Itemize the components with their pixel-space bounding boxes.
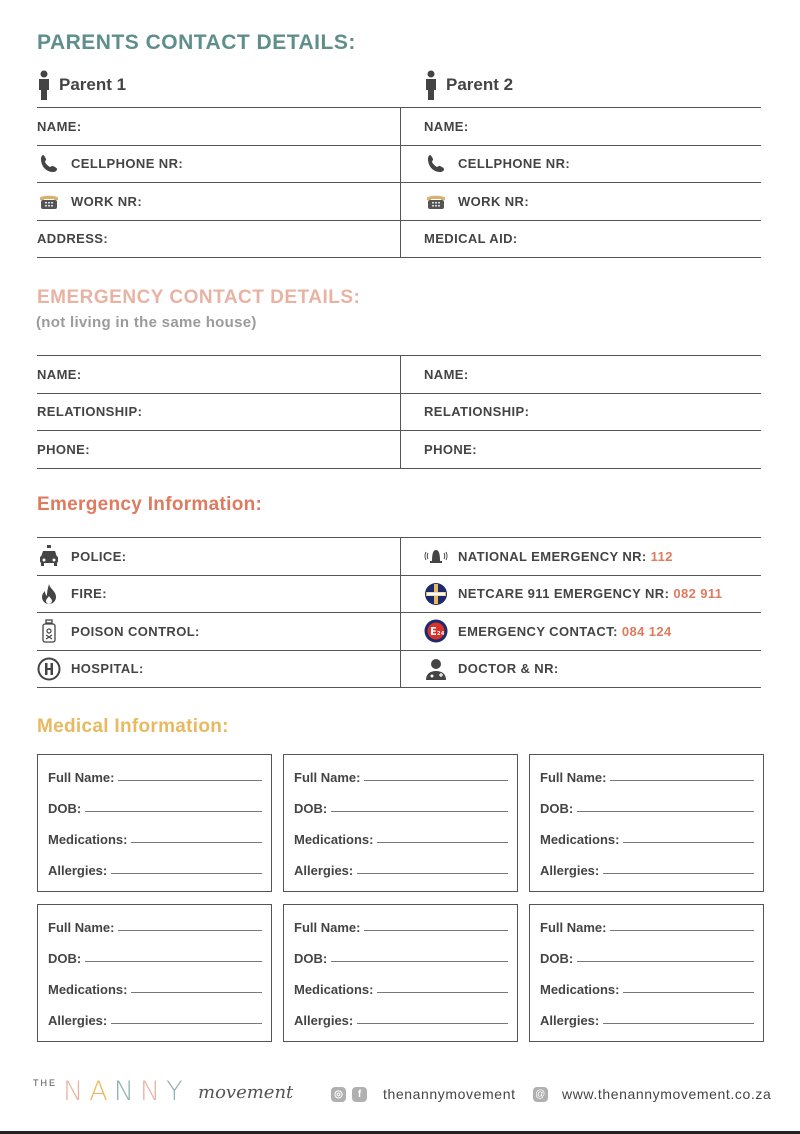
medical-info-heading: Medical Information:: [37, 716, 229, 737]
medical-field-label: Allergies:: [48, 863, 108, 878]
person-icon: [37, 70, 51, 100]
logo-letter: Y: [166, 1076, 189, 1107]
medical-field-dob[interactable]: [294, 785, 508, 816]
parent-1-heading: [37, 70, 126, 100]
doctor-field[interactable]: DOCTOR & NR:: [400, 651, 761, 688]
medical-card: [37, 904, 272, 1042]
emergency-1-name-field[interactable]: NAME:: [37, 366, 82, 382]
table-row: [37, 183, 761, 221]
emergency-2-name-field[interactable]: NAME:: [400, 356, 761, 393]
medical-field-medications[interactable]: [540, 816, 754, 847]
hospital-field[interactable]: HOSPITAL:: [37, 651, 400, 688]
fill-in-line[interactable]: [85, 961, 262, 962]
table-row: [37, 651, 761, 689]
medical-field-medications[interactable]: [48, 966, 262, 997]
parent-1-label: Parent 1: [59, 75, 127, 94]
medical-field-allergies[interactable]: [48, 997, 262, 1028]
medical-field-label: Full Name:: [540, 920, 607, 935]
national-emergency-field[interactable]: NATIONAL EMERGENCY NR: 112: [400, 538, 761, 575]
poison-bottle-icon: [37, 619, 61, 643]
logo-letter: N: [113, 1076, 140, 1107]
medical-field-label: DOB:: [294, 951, 328, 966]
emergency-contact-grid: [37, 355, 761, 469]
logo-letter: N: [63, 1076, 90, 1107]
parent-2-heading: [424, 70, 513, 100]
medical-field-label: Full Name:: [48, 770, 115, 785]
parents-grid: [37, 107, 761, 258]
medical-field-label: Allergies:: [540, 863, 600, 878]
parent-2-cellphone-field[interactable]: CELLPHONE NR:: [400, 146, 761, 183]
police-field[interactable]: POLICE:: [37, 538, 400, 575]
netcare-911-field[interactable]: NETCARE 911 EMERGENCY NR: 082 911: [400, 576, 761, 613]
table-row: [37, 394, 761, 432]
er24-logo-icon: [424, 619, 448, 643]
medical-field-label: DOB:: [294, 801, 328, 816]
medical-field-label: Medications:: [540, 832, 620, 847]
desk-phone-icon: [37, 189, 61, 213]
fill-in-line[interactable]: [364, 930, 508, 931]
medical-field-allergies[interactable]: [540, 847, 754, 878]
fill-in-line[interactable]: [623, 992, 754, 993]
medical-field-allergies[interactable]: [540, 997, 754, 1028]
medical-field-medications[interactable]: [540, 966, 754, 997]
medical-field-label: DOB:: [48, 801, 82, 816]
parent-2-medical-aid-field[interactable]: MEDICAL AID:: [400, 221, 761, 258]
netcare-logo-icon: [424, 582, 448, 606]
svg-text:24: 24: [437, 631, 445, 638]
fill-in-line[interactable]: [331, 961, 508, 962]
medical-field-dob[interactable]: [48, 785, 262, 816]
medical-field-label: DOB:: [48, 951, 82, 966]
parent-1-cellphone-field[interactable]: CELLPHONE NR:: [37, 146, 400, 183]
netcare-911-number: 082 911: [673, 586, 723, 602]
footer: THE NANNY movement ◎ f thenannymovement @ www.thenannymovement.co.za: [33, 1076, 772, 1107]
medical-card: [529, 754, 764, 892]
desk-phone-icon: [424, 189, 448, 213]
parents-heading: PARENTS CONTACT DETAILS:: [37, 31, 356, 54]
table-row: [37, 146, 761, 184]
medical-field-medications[interactable]: [294, 966, 508, 997]
facebook-icon[interactable]: f: [352, 1087, 367, 1102]
medical-field-label: Full Name:: [294, 920, 361, 935]
emergency-info-grid: [37, 537, 761, 688]
medical-field-full-name[interactable]: [540, 767, 754, 785]
poison-control-field[interactable]: POISON CONTROL:: [37, 613, 400, 650]
emergency-2-phone-field[interactable]: PHONE:: [400, 431, 761, 468]
person-icon: [424, 70, 438, 100]
medical-card: [283, 904, 518, 1042]
emergency-2-relationship-field[interactable]: RELATIONSHIP:: [400, 394, 761, 431]
fill-in-line[interactable]: [577, 961, 754, 962]
parent-2-work-field[interactable]: WORK NR:: [400, 183, 761, 220]
medical-field-full-name[interactable]: [294, 767, 508, 785]
fill-in-line[interactable]: [131, 842, 262, 843]
parent-2-name-field[interactable]: NAME:: [400, 108, 761, 145]
table-row: [37, 431, 761, 469]
national-emergency-number: 112: [650, 548, 673, 564]
website-link[interactable]: www.thenannymovement.co.za: [562, 1086, 772, 1102]
medical-field-label: Allergies:: [294, 1013, 354, 1028]
emergency-info-heading: Emergency Information:: [37, 494, 263, 515]
doctor-icon: [424, 657, 448, 681]
medical-field-dob[interactable]: [540, 785, 754, 816]
medical-field-full-name[interactable]: [48, 767, 262, 785]
fill-in-line[interactable]: [377, 992, 508, 993]
parent-1-address-field[interactable]: ADDRESS:: [37, 231, 109, 247]
medical-field-label: Full Name:: [294, 770, 361, 785]
emergency-1-phone-field[interactable]: PHONE:: [37, 441, 90, 457]
fill-in-line[interactable]: [118, 930, 262, 931]
fill-in-line[interactable]: [118, 780, 262, 781]
phone-icon: [37, 152, 61, 176]
medical-field-full-name[interactable]: [540, 917, 754, 935]
fill-in-line[interactable]: [357, 873, 508, 874]
logo-letter: A: [89, 1076, 114, 1107]
police-car-icon: [37, 544, 61, 568]
at-icon: @: [533, 1087, 548, 1102]
fire-icon: [37, 582, 61, 606]
table-row: [37, 576, 761, 614]
website: [533, 1086, 771, 1102]
medical-field-label: Allergies:: [540, 1013, 600, 1028]
table-row: [37, 221, 761, 259]
fill-in-line[interactable]: [111, 873, 262, 874]
parent-1-name-field[interactable]: NAME:: [37, 118, 82, 134]
fill-in-line[interactable]: [131, 992, 262, 993]
er24-number: 084 124: [621, 623, 672, 639]
medical-field-label: Medications:: [540, 982, 620, 997]
medical-field-label: Allergies:: [294, 863, 354, 878]
medical-field-dob[interactable]: [48, 935, 262, 966]
medical-field-label: Medications:: [294, 832, 374, 847]
medical-card: [283, 754, 518, 892]
fill-in-line[interactable]: [111, 1023, 262, 1024]
medical-field-allergies[interactable]: [48, 847, 262, 878]
table-row: [37, 613, 761, 651]
medical-field-label: Medications:: [48, 832, 128, 847]
alarm-bell-icon: [424, 544, 448, 568]
emergency-contact-subheading: (not living in the same house): [36, 314, 257, 331]
table-row: [37, 356, 761, 394]
medical-field-label: Medications:: [48, 982, 128, 997]
emergency-contact-heading: EMERGENCY CONTACT DETAILS:: [37, 287, 361, 308]
medical-field-full-name[interactable]: [294, 917, 508, 935]
medical-field-label: DOB:: [540, 951, 574, 966]
medical-card: [529, 904, 764, 1042]
fill-in-line[interactable]: [331, 811, 508, 812]
fill-in-line[interactable]: [603, 1023, 754, 1024]
fill-in-line[interactable]: [364, 780, 508, 781]
hospital-icon: [37, 657, 61, 681]
table-row: [37, 538, 761, 576]
emergency-1-relationship-field[interactable]: RELATIONSHIP:: [37, 404, 143, 420]
table-row: [37, 108, 761, 146]
medical-field-allergies[interactable]: [294, 997, 508, 1028]
fill-in-line[interactable]: [85, 811, 262, 812]
fill-in-line[interactable]: [577, 811, 754, 812]
logo-nanny-text: [63, 1076, 189, 1107]
social-links: [331, 1086, 516, 1102]
medical-field-medications[interactable]: [48, 816, 262, 847]
fill-in-line[interactable]: [377, 842, 508, 843]
medical-card: [37, 754, 272, 892]
medical-field-label: Full Name:: [540, 770, 607, 785]
er24-emergency-contact-field[interactable]: 24 EMERGENCY CONTACT: 084 124: [400, 613, 761, 650]
medical-field-label: DOB:: [540, 801, 574, 816]
fill-in-line[interactable]: [623, 842, 754, 843]
medical-field-label: Full Name:: [48, 920, 115, 935]
logo-letter: N: [139, 1076, 167, 1107]
medical-field-medications[interactable]: [294, 816, 508, 847]
phone-icon: [424, 152, 448, 176]
parent-2-label: Parent 2: [446, 75, 514, 94]
medical-field-label: Medications:: [294, 982, 374, 997]
fire-field[interactable]: FIRE:: [37, 576, 400, 613]
medical-field-label: Allergies:: [48, 1013, 108, 1028]
medical-field-allergies[interactable]: [294, 847, 508, 878]
fill-in-line[interactable]: [610, 780, 754, 781]
parent-1-work-field[interactable]: WORK NR:: [37, 183, 400, 220]
fill-in-line[interactable]: [610, 930, 754, 931]
social-handle[interactable]: thenannymovement: [383, 1086, 516, 1102]
fill-in-line[interactable]: [603, 873, 754, 874]
fill-in-line[interactable]: [357, 1023, 508, 1024]
instagram-icon[interactable]: ◎: [331, 1087, 346, 1102]
medical-field-full-name[interactable]: [48, 917, 262, 935]
medical-field-dob[interactable]: [294, 935, 508, 966]
medical-field-dob[interactable]: [540, 935, 754, 966]
